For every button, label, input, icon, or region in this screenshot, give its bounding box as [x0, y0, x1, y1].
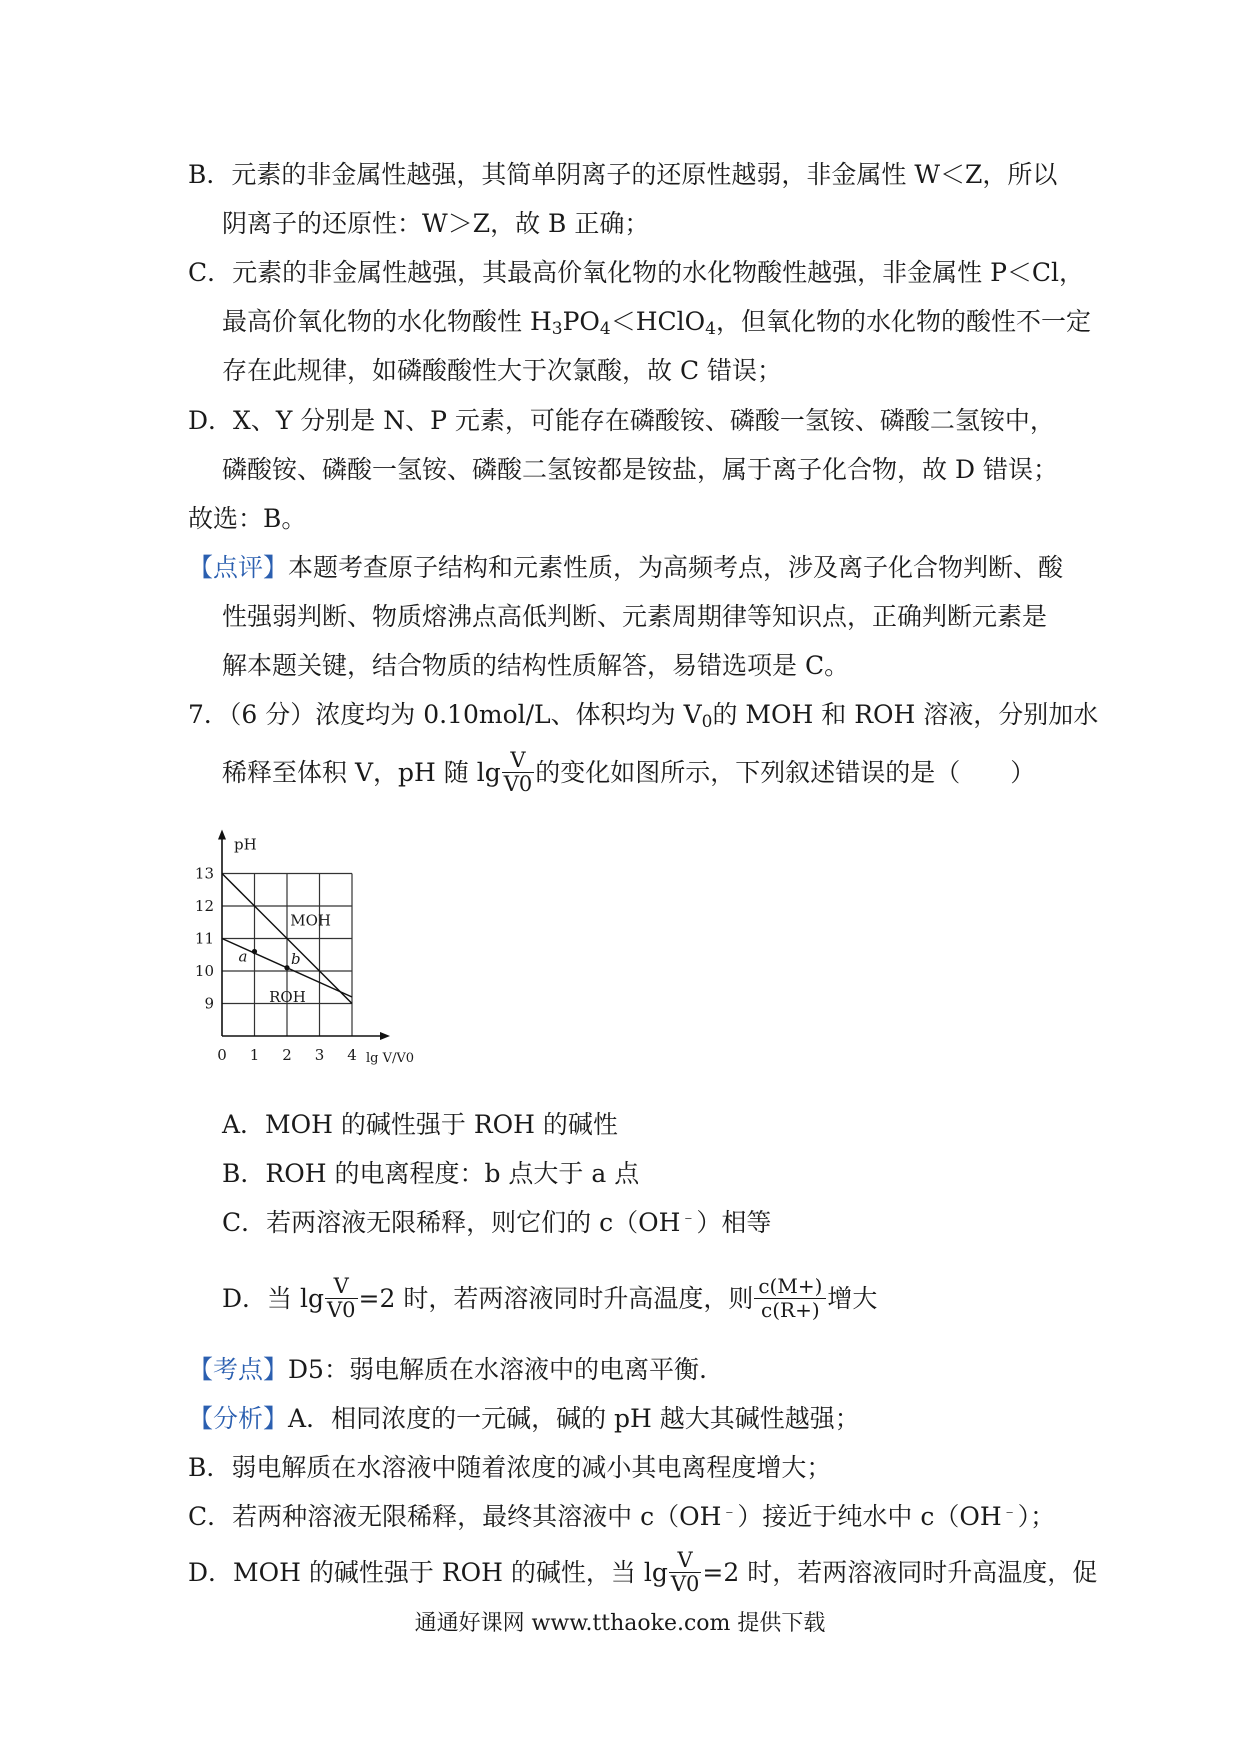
ph-dilution-chart: [190, 818, 420, 1078]
text-line: 磷酸铵、磷酸一氢铵、磷酸二氢铵都是铵盐，属于离子化合物，故 D 错误；: [222, 455, 1058, 484]
option-a: A．MOH 的碱性强于 ROH 的碱性: [222, 1110, 618, 1139]
fraction-v-v0: $\frac{V}{V0}$: [670, 1548, 700, 1596]
point-label-b: b: [291, 949, 301, 968]
option-d: D．当 lg $\frac{V}{V0}$ =2 时，若两溶液同时升高温度，则 $\frac{c(M+)}{c(R+)}$ 增大: [222, 1274, 878, 1322]
point-a: [252, 949, 257, 954]
question-line: 稀释至体积 V，pH 随 lg $\frac{V}{V0}$ 的变化如图所示，下列叙述错误的是（ ）: [222, 748, 1036, 796]
text-line: D．X、Y 分别是 N、P 元素，可能存在磷酸铵、磷酸一氢铵、磷酸二氢铵中，: [188, 406, 1055, 435]
option-b: B．ROH 的电离程度：b 点大于 a 点: [222, 1159, 640, 1188]
text-line: 最高价氧化物的水化物酸性 $H_3PO_4<HClO_4$，但氧化物的水化物的酸性不一定: [222, 307, 1091, 339]
text-line: B．元素的非金属性越强，其简单阴离子的还原性越弱，非金属性 W＜Z，所以: [188, 160, 1058, 189]
analysis-tag: 【分析】: [188, 1404, 289, 1433]
y-tick-label: 10: [194, 962, 214, 980]
analysis-line: B．弱电解质在水溶液中随着浓度的减小其电离程度增大；: [188, 1453, 832, 1482]
answer-line: 故选：B。: [188, 504, 307, 533]
y-tick-label: 9: [204, 994, 214, 1013]
point-label-a: a: [238, 947, 248, 966]
x-tick-label: 4: [347, 1046, 357, 1064]
footer-source: 通通好课网 www.tthaoke.com 提供下载: [414, 1611, 826, 1636]
review-line: 【点评】本题考查原子结构和元素性质，为高频考点，涉及离子化合物判断、酸: [188, 553, 1064, 582]
text-line: 阴离子的还原性：W＞Z，故 B 正确；: [222, 209, 650, 238]
y-axis-arrow: [218, 830, 226, 840]
x-axis-arrow: [380, 1032, 390, 1040]
question-line: 7．（6 分）浓度均为 0.10mol/L、体积均为 $V_0$的 MOH 和 ROH 溶液，分别加水: [188, 700, 1099, 732]
review-tag: 【点评】: [188, 553, 289, 582]
analysis-line: C．若两种溶液无限稀释，最终其溶液中 c（OH﹣）接近于纯水中 c（OH﹣）；: [188, 1501, 1056, 1531]
point-b: [284, 965, 289, 970]
series-label-roh: ROH: [269, 987, 306, 1006]
fraction-cm-cr: $\frac{c(M+)}{c(R+)}$: [754, 1275, 826, 1322]
analysis-line: D．MOH 的碱性强于 ROH 的碱性，当 lg $\frac{V}{V0}$ =2 时，若两溶液同时升高温度，促: [188, 1548, 1098, 1596]
analysis-line: 【分析】A．相同浓度的一元碱，碱的 pH 越大其碱性越强；: [188, 1404, 860, 1433]
option-c: C．若两溶液无限稀释，则它们的 c（OH﹣）相等: [222, 1207, 772, 1237]
text-line: 性强弱判断、物质熔沸点高低判断、元素周期律等知识点，正确判断元素是: [222, 602, 1048, 631]
series-label-moh: MOH: [290, 911, 331, 930]
y-tick-label: 11: [194, 929, 214, 948]
y-axis-label: pH: [234, 835, 257, 854]
y-tick-label: 13: [194, 864, 214, 883]
x-tick-label: 1: [249, 1046, 260, 1064]
x-tick-label: 0: [217, 1046, 227, 1064]
y-tick-label: 12: [194, 897, 214, 915]
keypoint-line: 【考点】D5：弱电解质在水溶液中的电离平衡.: [188, 1355, 707, 1384]
keypoint-tag: 【考点】: [188, 1355, 289, 1384]
x-axis-label: lg V/V0: [366, 1051, 415, 1066]
fraction-v-v0: $\frac{V}{V0}$: [503, 748, 533, 796]
x-tick-label: 3: [314, 1046, 325, 1064]
fraction-v-v0: $\frac{V}{V0}$: [327, 1274, 356, 1322]
text-line: 解本题关键，结合物质的结构性质解答，易错选项是 C。: [222, 651, 850, 680]
text-line: 存在此规律，如磷酸酸性大于次氯酸，故 C 错误；: [222, 356, 783, 385]
x-tick-label: 2: [282, 1046, 292, 1064]
text-line: C．元素的非金属性越强，其最高价氧化物的水化物酸性越强，非金属性 P＜Cl，: [188, 258, 1085, 287]
